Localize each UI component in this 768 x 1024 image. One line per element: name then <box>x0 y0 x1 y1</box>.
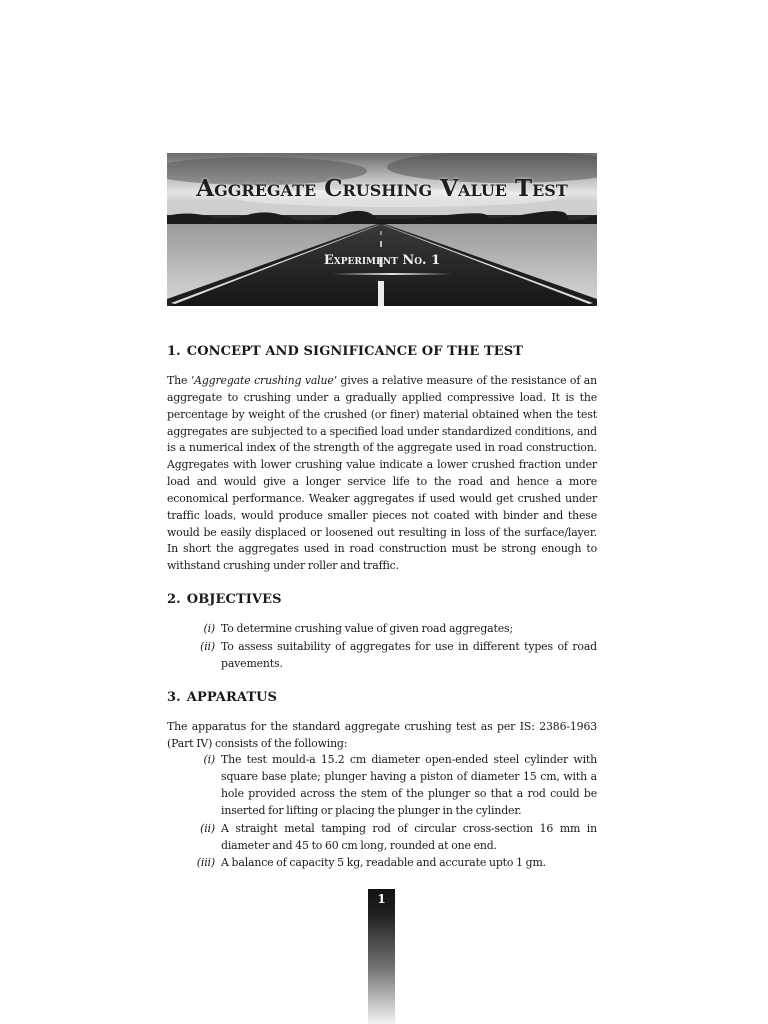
list-item <box>167 821 597 855</box>
section-concept <box>167 343 597 575</box>
apparatus-intro: The apparatus for the standard aggregate crushing test as per IS: 2386-1963 (Part IV) consists of the following: <box>167 719 597 750</box>
objectives-list <box>167 621 597 673</box>
apparatus-list <box>167 752 597 872</box>
section-objectives <box>167 591 597 673</box>
page-number-tab <box>368 889 395 1024</box>
section-number: 2. <box>167 592 181 608</box>
section-apparatus <box>167 689 597 873</box>
header-banner <box>167 153 597 306</box>
list-item <box>167 752 597 819</box>
list-marker: (i) <box>203 753 215 767</box>
list-marker: (i) <box>203 622 215 636</box>
paragraph-text: ’ gives a relative measure of the resistance of an aggregate to crushing under a gradually applied compressive load. It is the percentage by weight of the crushed (or finer) material obtained when the test aggregates are subjected to a specified load under standardized conditions, and is a numerical index of the strength of the aggregate used in road construction. Aggregates with lower crushing value indicate a lower crushed fraction under load and would give a longer service life to the road and hence a more economical performance. Weaker aggregates if used would get crushed under traffic loads, would produce smaller pieces not coated with binder and these would be easily displaced or loosened out resulting in loss of the surface/layer. In short the aggregates used in road construction must be strong enough to withstand crushing under roller and traffic. <box>167 374 597 573</box>
paragraph-term: Aggregate crushing value <box>194 374 334 387</box>
list-item-text: The test mould-a 15.2 cm diameter open-ended steel cylinder with square base plate; plunger having a piston of diameter 15 cm, with a hole provided across the stem of the plunger so that a rod could be inserted for lifting or placing the plunger in the cylinder. <box>221 753 597 817</box>
section-title: OBJECTIVES <box>186 592 282 608</box>
list-item <box>167 639 597 673</box>
list-marker: (ii) <box>200 821 215 835</box>
page-number: 1 <box>377 892 386 906</box>
banner-title: Aggregate Crushing Value Test <box>196 175 568 202</box>
paragraph-prefix: The ‘ <box>167 374 195 387</box>
section-number: 3. <box>167 689 181 705</box>
section-heading <box>167 689 597 707</box>
list-item <box>167 855 597 872</box>
section-heading <box>167 343 597 361</box>
list-marker: (ii) <box>200 639 215 653</box>
list-item-text: To assess suitability of aggregates for use in different types of road pavements. <box>221 639 597 670</box>
section-title: CONCEPT AND SIGNIFICANCE OF THE TEST <box>186 344 523 359</box>
list-item-text: To determine crushing value of given road aggregates; <box>221 622 513 636</box>
document-body <box>167 343 597 888</box>
section-title: APPARATUS <box>186 689 278 705</box>
subtitle-underline <box>332 273 452 275</box>
list-item <box>167 621 597 638</box>
experiment-label: Experiment No. 1 <box>323 253 441 268</box>
section-number: 1. <box>167 344 181 359</box>
section-heading <box>167 591 597 609</box>
paragraph <box>167 373 597 575</box>
list-marker: (iii) <box>196 856 215 870</box>
list-item-text: A straight metal tamping rod of circular cross-section 16 mm in diameter and 45 to 60 cm long, rounded at one end. <box>221 821 597 852</box>
list-item-text: A balance of capacity 5 kg, readable and accurate upto 1 gm. <box>221 856 546 870</box>
